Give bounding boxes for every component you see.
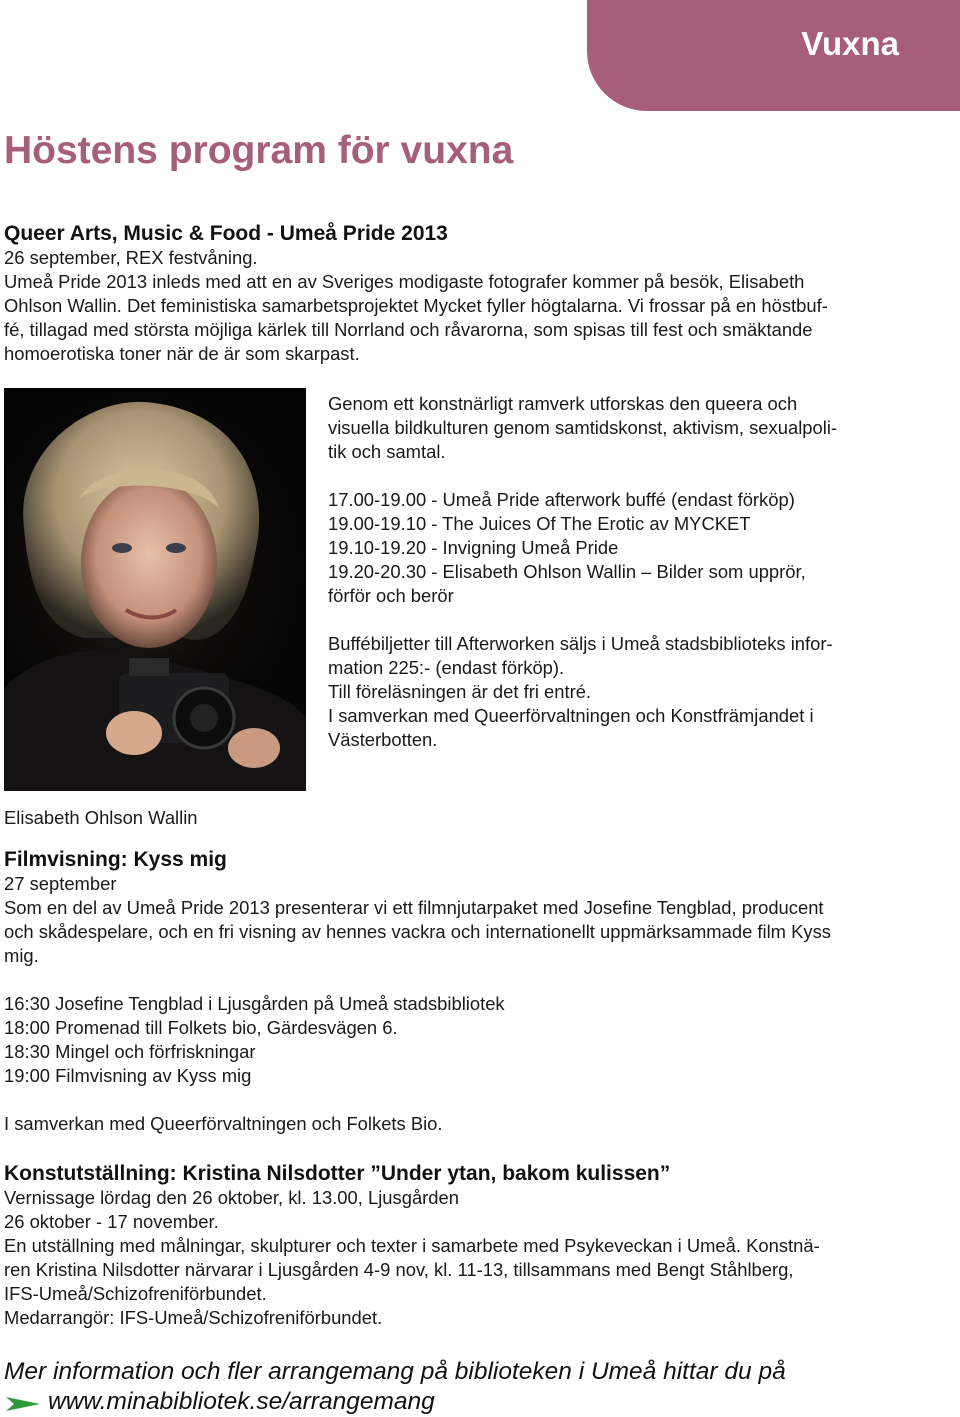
intro-line: tik och samtal. <box>328 441 446 462</box>
event-film-kyss-mig <box>4 848 864 1136</box>
schedule-item: 18:00 Promenad till Folkets bio, Gärdesvägen 6. <box>4 1017 398 1038</box>
photo-caption: Elisabeth Ohlson Wallin <box>4 807 198 828</box>
event-line: Medarrangör: IFS-Umeå/Schizofreniförbundet. <box>4 1307 383 1328</box>
event-desc-line: Ohlson Wallin. Det feministiska samarbetsprojektet Mycket fyller högtalarna. Vi frossar på en höstbuf- <box>4 295 828 316</box>
event-title: Filmvisning: Kyss mig <box>4 848 227 871</box>
footer-link[interactable]: www.minabibliotek.se/arrangemang <box>48 1388 435 1415</box>
event-desc-line: Som en del av Umeå Pride 2013 presenterar vi ett filmnjutarpaket med Josefine Tengblad, producent <box>4 897 824 918</box>
schedule-item: 19.10-19.20 - Invigning Umeå Pride <box>328 537 619 558</box>
info-line: mation 225:- (endast förköp). <box>328 657 565 678</box>
schedule-item: 19:00 Filmvisning av Kyss mig <box>4 1065 252 1086</box>
info-line: I samverkan med Queerförvaltningen och Konstfrämjandet i <box>328 705 814 726</box>
partners-line: I samverkan med Queerförvaltningen och Folkets Bio. <box>4 1113 443 1134</box>
footer-link-line <box>4 1387 904 1417</box>
event-line: ren Kristina Nilsdotter närvarar i Ljusgården 4-9 nov, kl. 11-13, tillsammans med Bengt Ståhlberg, <box>4 1259 794 1280</box>
event-desc-line: homoerotiska toner när de är som skarpast. <box>4 343 360 364</box>
event-desc-line: Umeå Pride 2013 inleds med att en av Sveriges modigaste fotografer kommer på besök, Elisabeth <box>4 271 805 292</box>
schedule-item: 16:30 Josefine Tengblad i Ljusgården på Umeå stadsbibliotek <box>4 993 505 1014</box>
footer <box>4 1357 904 1417</box>
event-title: Konstutställning: Kristina Nilsdotter ”Under ytan, bakom kulissen” <box>4 1162 671 1185</box>
schedule-item: 17.00-19.00 - Umeå Pride afterwork buffé (endast förköp) <box>328 489 795 510</box>
event-line: 26 oktober - 17 november. <box>4 1211 219 1232</box>
footer-text: Mer information och fler arrangemang på biblioteken i Umeå hittar du på <box>4 1358 786 1385</box>
event-queer-arts <box>4 222 864 366</box>
portrait-photo <box>4 388 306 791</box>
event-art-exhibition <box>4 1162 864 1330</box>
schedule-item: 19.00-19.10 - The Juices Of The Erotic av MYCKET <box>328 513 751 534</box>
event-line: IFS-Umeå/Schizofreniförbundet. <box>4 1283 267 1304</box>
schedule-item: förför och berör <box>328 585 454 606</box>
arrow-right-icon <box>6 1395 40 1413</box>
event-queer-arts-details <box>328 392 868 752</box>
schedule-item: 18:30 Mingel och förfriskningar <box>4 1041 256 1062</box>
event-desc-line: och skådespelare, och en fri visning av hennes vackra och internationellt uppmärksammade film Kyss <box>4 921 831 942</box>
schedule-item: 19.20-20.30 - Elisabeth Ohlson Wallin – Bilder som upprör, <box>328 561 806 582</box>
event-line: En utställning med målningar, skulpturer och texter i samarbete med Psykeveckan i Umeå. Konstnä- <box>4 1235 820 1256</box>
event-line: Vernissage lördag den 26 oktober, kl. 13.00, Ljusgården <box>4 1187 459 1208</box>
intro-line: Genom ett konstnärligt ramverk utforskas den queera och <box>328 393 798 414</box>
page-title: Höstens program för vuxna <box>4 129 514 172</box>
info-line: Till föreläsningen är det fri entré. <box>328 681 592 702</box>
event-title: Queer Arts, Music & Food - Umeå Pride 2013 <box>4 222 448 245</box>
section-tab <box>587 0 960 111</box>
event-date: 26 september, REX festvåning. <box>4 247 258 268</box>
event-desc-line: fé, tillagad med största möjliga kärlek till Norrland och råvarorna, som spisas till fest och smäktande <box>4 319 813 340</box>
section-tab-label: Vuxna <box>801 25 899 62</box>
info-line: Västerbotten. <box>328 729 438 750</box>
portrait-illustration <box>4 388 306 791</box>
info-line: Buffébiljetter till Afterworken säljs i Umeå stadsbiblioteks infor- <box>328 633 833 654</box>
event-desc-line: mig. <box>4 945 39 966</box>
event-date: 27 september <box>4 873 117 894</box>
intro-line: visuella bildkulturen genom samtidskonst, aktivism, sexualpoli- <box>328 417 838 438</box>
